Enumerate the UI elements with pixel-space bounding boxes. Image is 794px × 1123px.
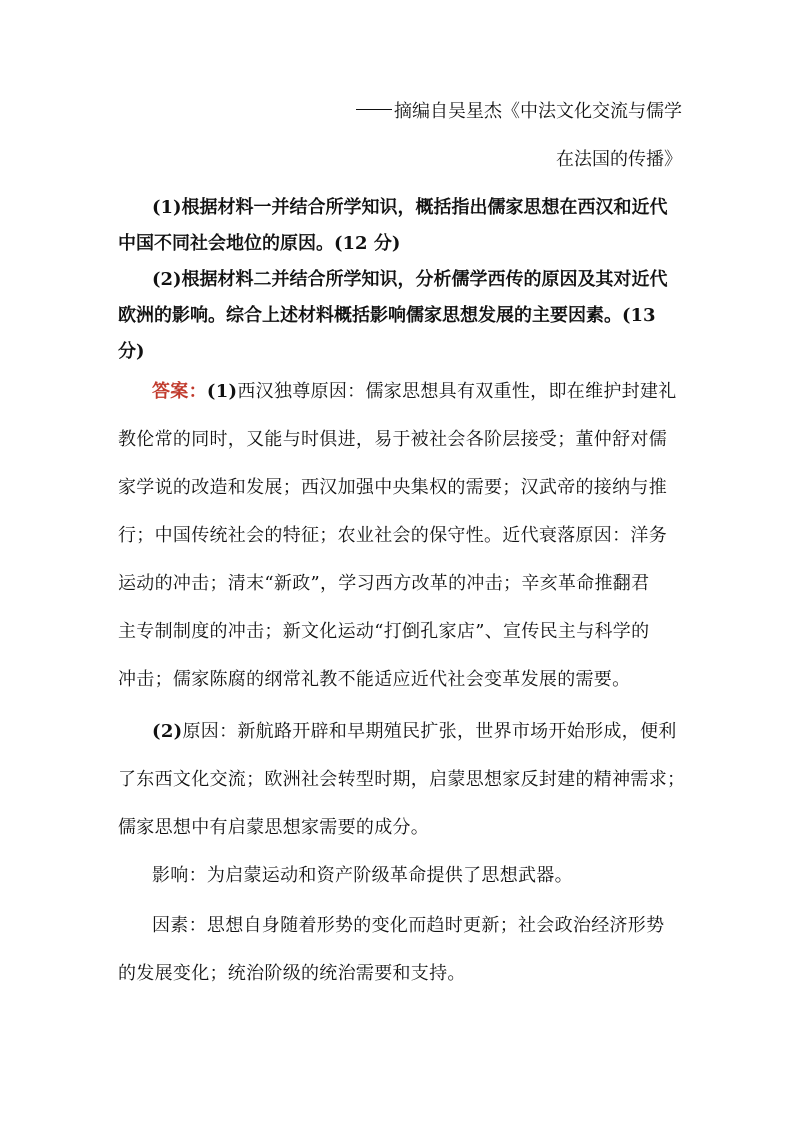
answer-part-2-factors-line-1: 因素：思想自身随着形势的变化而趋时更新；社会政治经济形势 — [152, 915, 665, 936]
answer-part-1-line-7: 冲击；儒家陈腐的纲常礼教不能适应近代社会变革发展的需要。 — [118, 669, 631, 690]
answer-part-1-line-6: 主专制制度的冲击；新文化运动“打倒孔家店”、宣传民主与科学的 — [118, 621, 650, 642]
answer-part-2-influence: 影响：为启蒙运动和资产阶级革命提供了思想武器。 — [152, 865, 573, 886]
answer-part-2-line-1 — [152, 720, 677, 744]
answer-part-1-line-5: 运动的冲击；清末“新政”，学习西方改革的冲击；辛亥革命推翻君 — [118, 573, 650, 594]
source-text-1: 摘编自吴星杰《中法文化交流与儒学 — [394, 101, 682, 122]
answer-part-2-line-3: 儒家思想中有启蒙思想家需要的成分。 — [118, 817, 430, 838]
answer-part-1-line-4: 行；中国传统社会的特征；农业社会的保守性。近代衰落原因：洋务 — [118, 525, 667, 546]
source-attribution-line-2 — [556, 148, 682, 172]
answer-part-1-line-2: 教伦常的同时，又能与时俱进，易于被社会各阶层接受；董仲舒对儒 — [118, 429, 667, 450]
answer-part-2-text: 原因：新航路开辟和早期殖民扩张，世界市场开始形成，便利 — [182, 721, 677, 742]
question-1-line-2: 中国不同社会地位的原因。(12 分) — [118, 233, 401, 254]
answer-label: 答案： — [152, 381, 207, 402]
answer-part-1-line-3: 家学说的改造和发展；西汉加强中央集权的需要；汉武帝的接纳与推 — [118, 477, 667, 498]
em-dash-rule — [356, 109, 392, 110]
answer-part-2-number: (2) — [152, 721, 183, 742]
answer-part-1-text: 西汉独尊原因：儒家思想具有双重性，即在维护封建礼 — [237, 381, 677, 402]
answer-part-2-line-2: 了东西文化交流；欧洲社会转型时期，启蒙思想家反封建的精神需求； — [118, 769, 686, 790]
answer-part-2-factors-line-2: 的发展变化；统治阶级的统治需要和支持。 — [118, 963, 466, 984]
answer-part-1-number: (1) — [206, 381, 238, 402]
question-2-line-3: 分) — [118, 341, 145, 362]
question-2-line-2: 欧洲的影响。综合上述材料概括影响儒家思想发展的主要因素。(13 — [118, 305, 656, 326]
question-1-line-1: (1)根据材料一并结合所学知识，概括指出儒家思想在西汉和近代 — [152, 197, 668, 218]
source-text-2: 在法国的传播》 — [556, 149, 682, 170]
question-2-line-1: (2)根据材料二并结合所学知识，分析儒学西传的原因及其对近代 — [152, 269, 668, 290]
answer-part-1-line-1 — [152, 380, 677, 404]
source-attribution-line-1 — [356, 100, 682, 124]
